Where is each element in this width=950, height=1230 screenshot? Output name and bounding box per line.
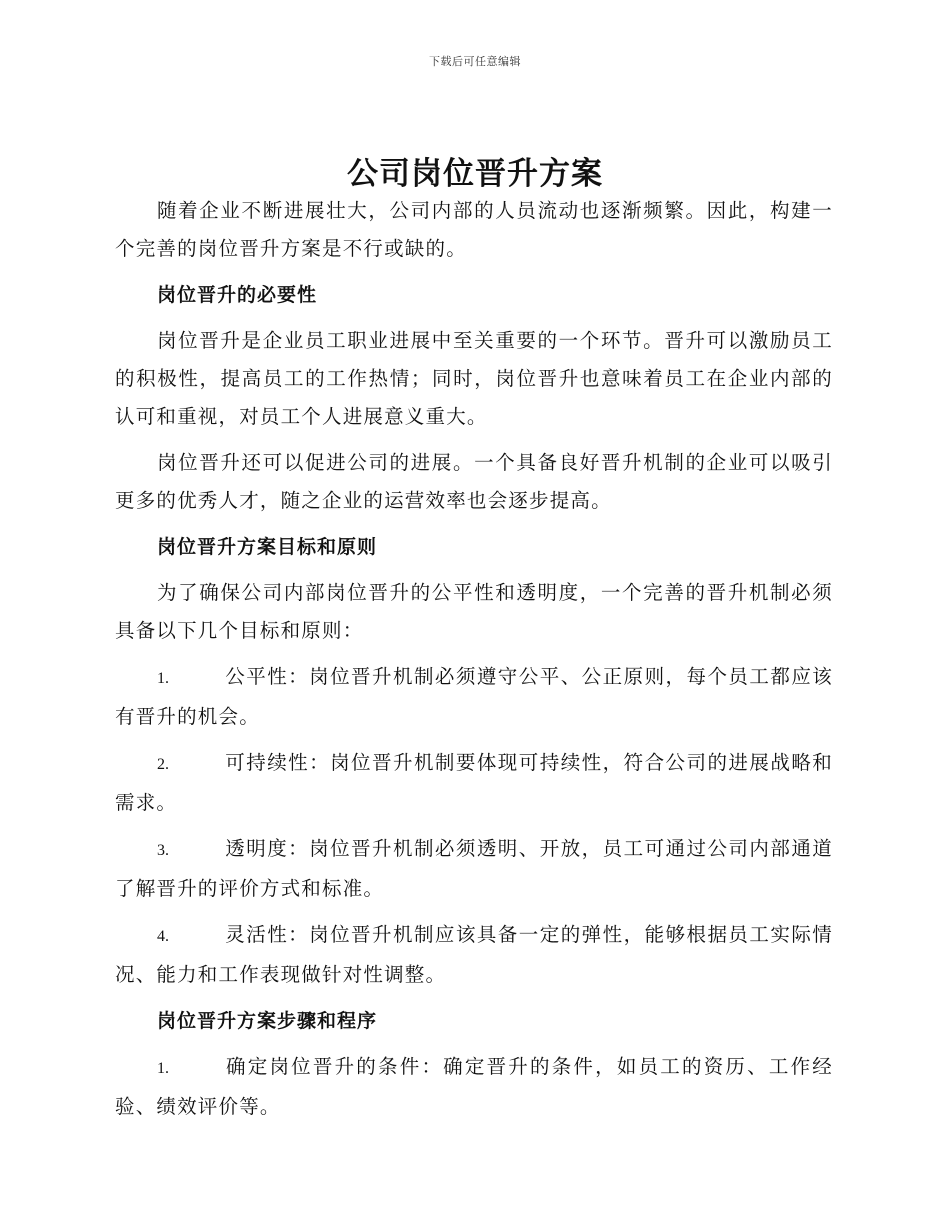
list-item	[115, 1048, 833, 1126]
list-item	[115, 658, 833, 736]
list-item	[115, 744, 833, 822]
page-title: 公司岗位晋升方案	[347, 156, 603, 192]
list-item-text: 可持续性：岗位晋升机制要体现可持续性，符合公司的进展战略和需求。	[115, 751, 833, 814]
list-item-number: 1.	[157, 1060, 169, 1077]
list-item-number: 1.	[157, 670, 169, 687]
document-body	[115, 192, 833, 1134]
list-item	[115, 916, 833, 994]
paragraph: 岗位晋升还可以促进公司的进展。一个具备良好晋升机制的企业可以吸引更多的优秀人才，随之企业的运营效率也会逐步提高。	[115, 451, 833, 512]
list-item-text: 灵活性：岗位晋升机制应该具备一定的弹性，能够根据员工实际情况、能力和工作表现做针对性调整。	[115, 923, 833, 986]
list-item-text: 透明度：岗位晋升机制必须透明、开放，员工可通过公司内部通道了解晋升的评价方式和标准。	[115, 837, 833, 900]
list-item-number: 2.	[157, 756, 169, 773]
paragraph: 岗位晋升是企业员工职业进展中至关重要的一个环节。晋升可以激励员工的积极性，提高员工的工作热情；同时，岗位晋升也意味着员工在企业内部的认可和重视，对员工个人进展意义重大。	[115, 329, 833, 428]
section-heading-necessity: 岗位晋升的必要性	[157, 284, 318, 306]
list-item-number: 3.	[157, 842, 169, 859]
intro-paragraph: 随着企业不断进展壮大，公司内部的人员流动也逐渐频繁。因此，构建一个完善的岗位晋升方案是不行或缺的。	[115, 199, 833, 260]
list-item-text: 确定岗位晋升的条件：确定晋升的条件，如员工的资历、工作经验、绩效评价等。	[115, 1055, 833, 1118]
section-heading-goals: 岗位晋升方案目标和原则	[157, 536, 378, 558]
section-heading-steps: 岗位晋升方案步骤和程序	[157, 1010, 378, 1032]
page-header-note: 下载后可任意编辑	[429, 55, 521, 68]
list-item	[115, 830, 833, 908]
list-item-text: 公平性：岗位晋升机制必须遵守公平、公正原则，每个员工都应该有晋升的机会。	[115, 665, 833, 728]
list-item-number: 4.	[157, 928, 169, 945]
paragraph: 为了确保公司内部岗位晋升的公平性和透明度，一个完善的晋升机制必须具备以下几个目标和原则：	[115, 581, 833, 642]
